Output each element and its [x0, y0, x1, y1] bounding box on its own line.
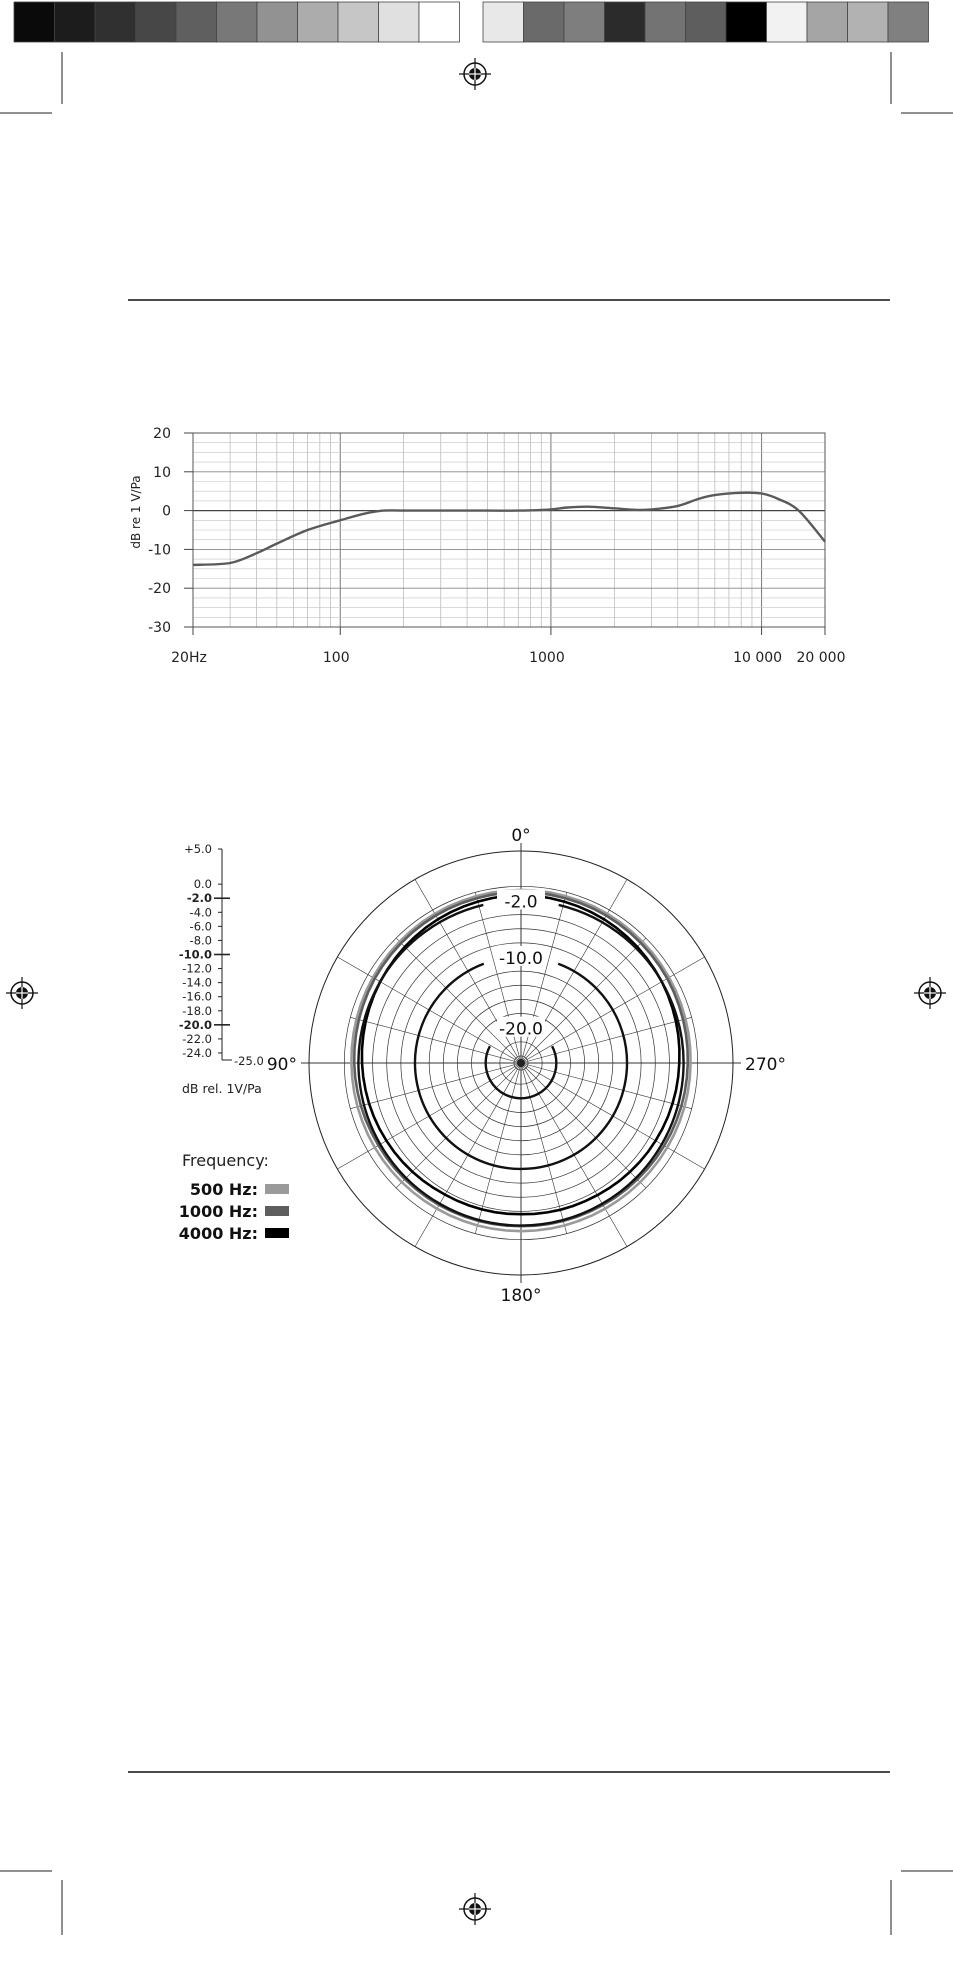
legend-title: Frequency:: [182, 1151, 269, 1170]
x-tick-label: 1000: [529, 650, 565, 666]
color-swatch: [726, 2, 767, 42]
legend-label: 500 Hz:: [189, 1180, 258, 1199]
scale-tick-label: -12.0: [182, 961, 212, 976]
y-tick-label: -30: [148, 620, 171, 636]
polar-radial-line: [350, 1017, 521, 1063]
legend-swatch: [265, 1206, 289, 1216]
scale-tick-label: -10.0: [178, 947, 212, 962]
registration-mark: [459, 58, 491, 90]
ring-label: -2.0: [504, 892, 538, 913]
polar-center: [517, 1059, 525, 1067]
color-swatch: [645, 2, 686, 42]
y-tick-label: 0: [162, 503, 171, 520]
color-swatch: [95, 2, 136, 42]
scale-tick-label: -20.0: [178, 1017, 212, 1032]
color-swatch: [524, 2, 565, 42]
scale-tick-label: -14.0: [182, 975, 212, 990]
ring-label: -20.0: [499, 1019, 543, 1040]
x-tick-label: 100: [322, 650, 350, 666]
color-swatch: [767, 2, 808, 42]
registration-mark: [6, 977, 38, 1009]
polar-radial-line: [521, 1017, 692, 1063]
legend-label: 1000 Hz:: [178, 1202, 258, 1221]
scale-tick-label: -25.0: [234, 1054, 264, 1068]
color-swatch: [379, 2, 420, 42]
color-swatch: [483, 2, 524, 42]
registration-marks: [6, 58, 946, 1925]
color-swatch: [419, 2, 460, 42]
polar-radial-line: [521, 1063, 646, 1188]
scale-tick-label: -22.0: [182, 1031, 212, 1046]
color-swatch: [686, 2, 727, 42]
y-tick-label: -20: [148, 581, 171, 598]
scale-tick-label: -2.0: [186, 891, 212, 906]
legend-label: 4000 Hz:: [178, 1224, 258, 1243]
scale-tick-label: -18.0: [182, 1003, 212, 1018]
polar-angle-label: 0°: [511, 826, 531, 846]
color-swatch: [257, 2, 298, 42]
frequency-response-x-ticks: [171, 627, 845, 666]
color-swatch: [55, 2, 96, 42]
ring-label: -10.0: [499, 949, 543, 969]
registration-mark: [459, 1893, 491, 1925]
polar-angle-label: 180°: [500, 1286, 542, 1306]
frequency-response-series: [193, 493, 825, 565]
polar-db-scale: [179, 842, 264, 1068]
color-swatch: [605, 2, 646, 42]
y-tick-label: -10: [148, 542, 171, 559]
scale-tick-label: -24.0: [182, 1045, 212, 1060]
color-swatch: [176, 2, 217, 42]
frequency-response-line: [193, 493, 825, 565]
color-swatch: [807, 2, 848, 42]
polar-angle-label: 270°: [745, 1055, 786, 1075]
color-swatch: [217, 2, 258, 42]
polar-angle-label: 90°: [266, 1055, 297, 1075]
frequency-response-y-axis-label: dB re 1 V/Pa: [129, 475, 143, 549]
scale-tick-label: -4.0: [189, 905, 212, 920]
color-swatch: [338, 2, 379, 42]
legend-swatch: [265, 1228, 289, 1238]
scale-tick-label: -6.0: [189, 919, 212, 934]
color-swatch: [848, 2, 889, 42]
color-calibration-bar-right: [483, 2, 929, 42]
legend-swatch: [265, 1184, 289, 1194]
scale-tick-label: +5.0: [184, 842, 212, 856]
polar-radial-line: [396, 1063, 521, 1188]
polar-pattern-chart: [179, 826, 786, 1306]
polar-unit-label: dB rel. 1V/Pa: [182, 1081, 262, 1096]
registration-mark: [914, 977, 946, 1009]
x-tick-label: 20Hz: [171, 650, 207, 666]
color-calibration-bar-left: [14, 2, 460, 42]
scale-tick-label: -8.0: [189, 933, 212, 948]
polar-legend: [179, 1151, 289, 1243]
y-tick-label: 10: [153, 464, 171, 481]
scale-tick-label: -16.0: [182, 989, 212, 1004]
color-swatch: [298, 2, 339, 42]
color-swatch: [564, 2, 605, 42]
frequency-response-grid: [193, 433, 825, 627]
color-swatch: [14, 2, 55, 42]
color-swatch: [136, 2, 177, 42]
frequency-response-y-ticks: [148, 426, 193, 636]
frequency-response-chart: [129, 426, 846, 666]
color-swatch: [888, 2, 929, 42]
crop-marks: [0, 52, 953, 1935]
scale-tick-label: 0.0: [193, 877, 212, 892]
x-tick-label: 10 000: [733, 650, 783, 666]
y-tick-label: 20: [153, 426, 171, 442]
x-tick-label: 20 000: [796, 650, 846, 666]
